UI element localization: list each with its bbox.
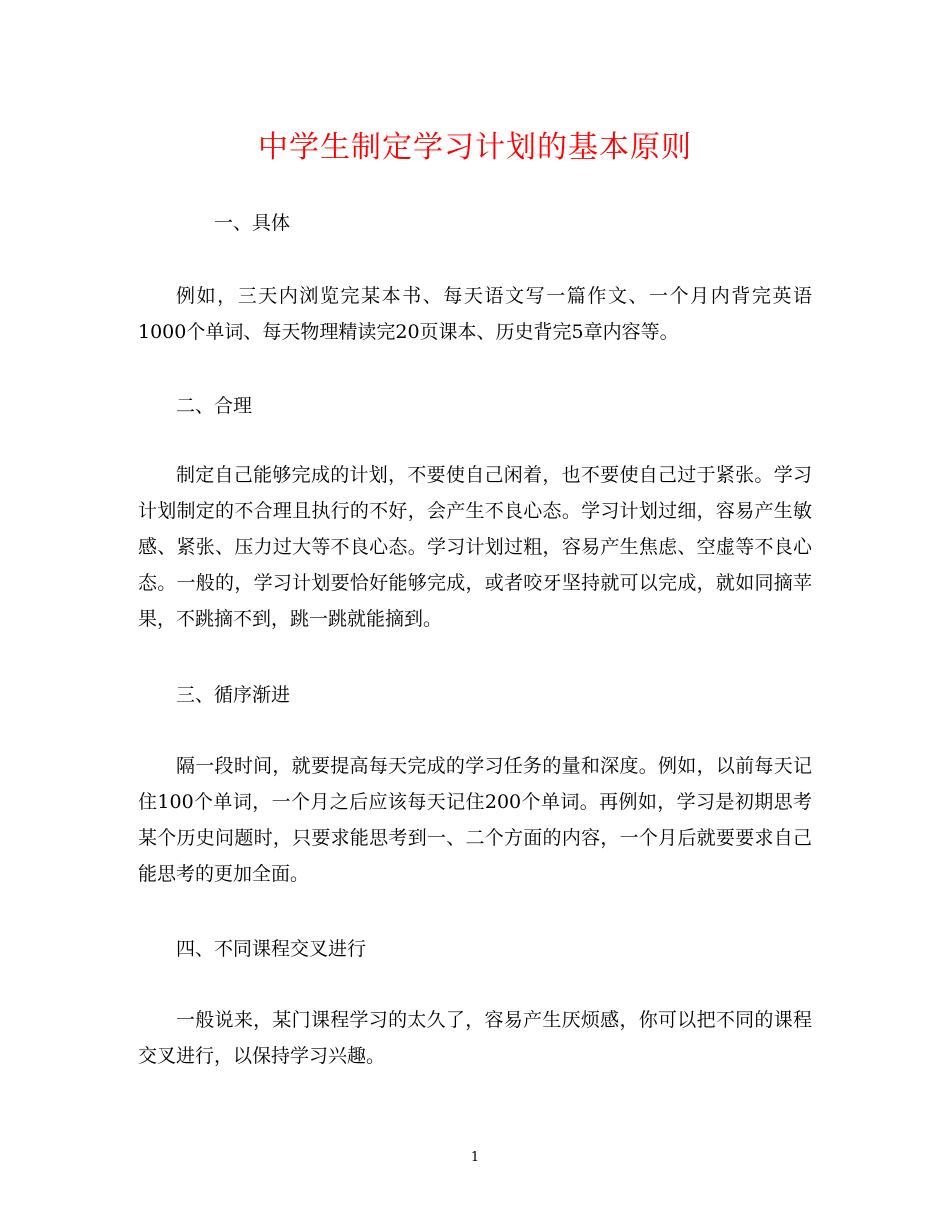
- page-title: 中学生制定学习计划的基本原则: [258, 130, 692, 165]
- section-heading-4: 四、不同课程交叉进行: [176, 938, 367, 960]
- page-number: 1: [470, 1150, 480, 1165]
- section-body-2: 制定自己能够完成的计划，不要使自己闲着，也不要使自己过于紧张。学习计划制定的不合理且执行的不好，会产生不良心态。学习计划过细，容易产生敏感、紧张、压力过大等不良心态。学习计划过粗，容易产生焦虑、空虚等不良心态。一般的，学习计划要恰好能够完成，或者咬牙坚持就可以完成，就如同摘苹果，不跳摘不到，跳一跳就能摘到。: [138, 464, 812, 630]
- section-heading-3: 三、循序渐进: [176, 684, 291, 706]
- section-body-1: 例如，三天内浏览完某本书、每天语文写一篇作文、一个月内背完英语1000个单词、每天物理精读完20页课本、历史背完5章内容等。: [138, 285, 812, 343]
- section-heading-1: 一、具体: [214, 212, 291, 234]
- section-body-4: 一般说来，某门课程学习的太久了，容易产生厌烦感，你可以把不同的课程交叉进行，以保持学习兴趣。: [138, 1009, 812, 1067]
- section-body-3: 隔一段时间，就要提高每天完成的学习任务的量和深度。例如，以前每天记住100个单词，一个月之后应该每天记住200个单词。再例如，学习是初期思考某个历史问题时，只要求能思考到一、二个方面的内容，一个月后就要要求自己能思考的更加全面。: [138, 755, 812, 885]
- section-heading-2: 二、合理: [176, 395, 253, 417]
